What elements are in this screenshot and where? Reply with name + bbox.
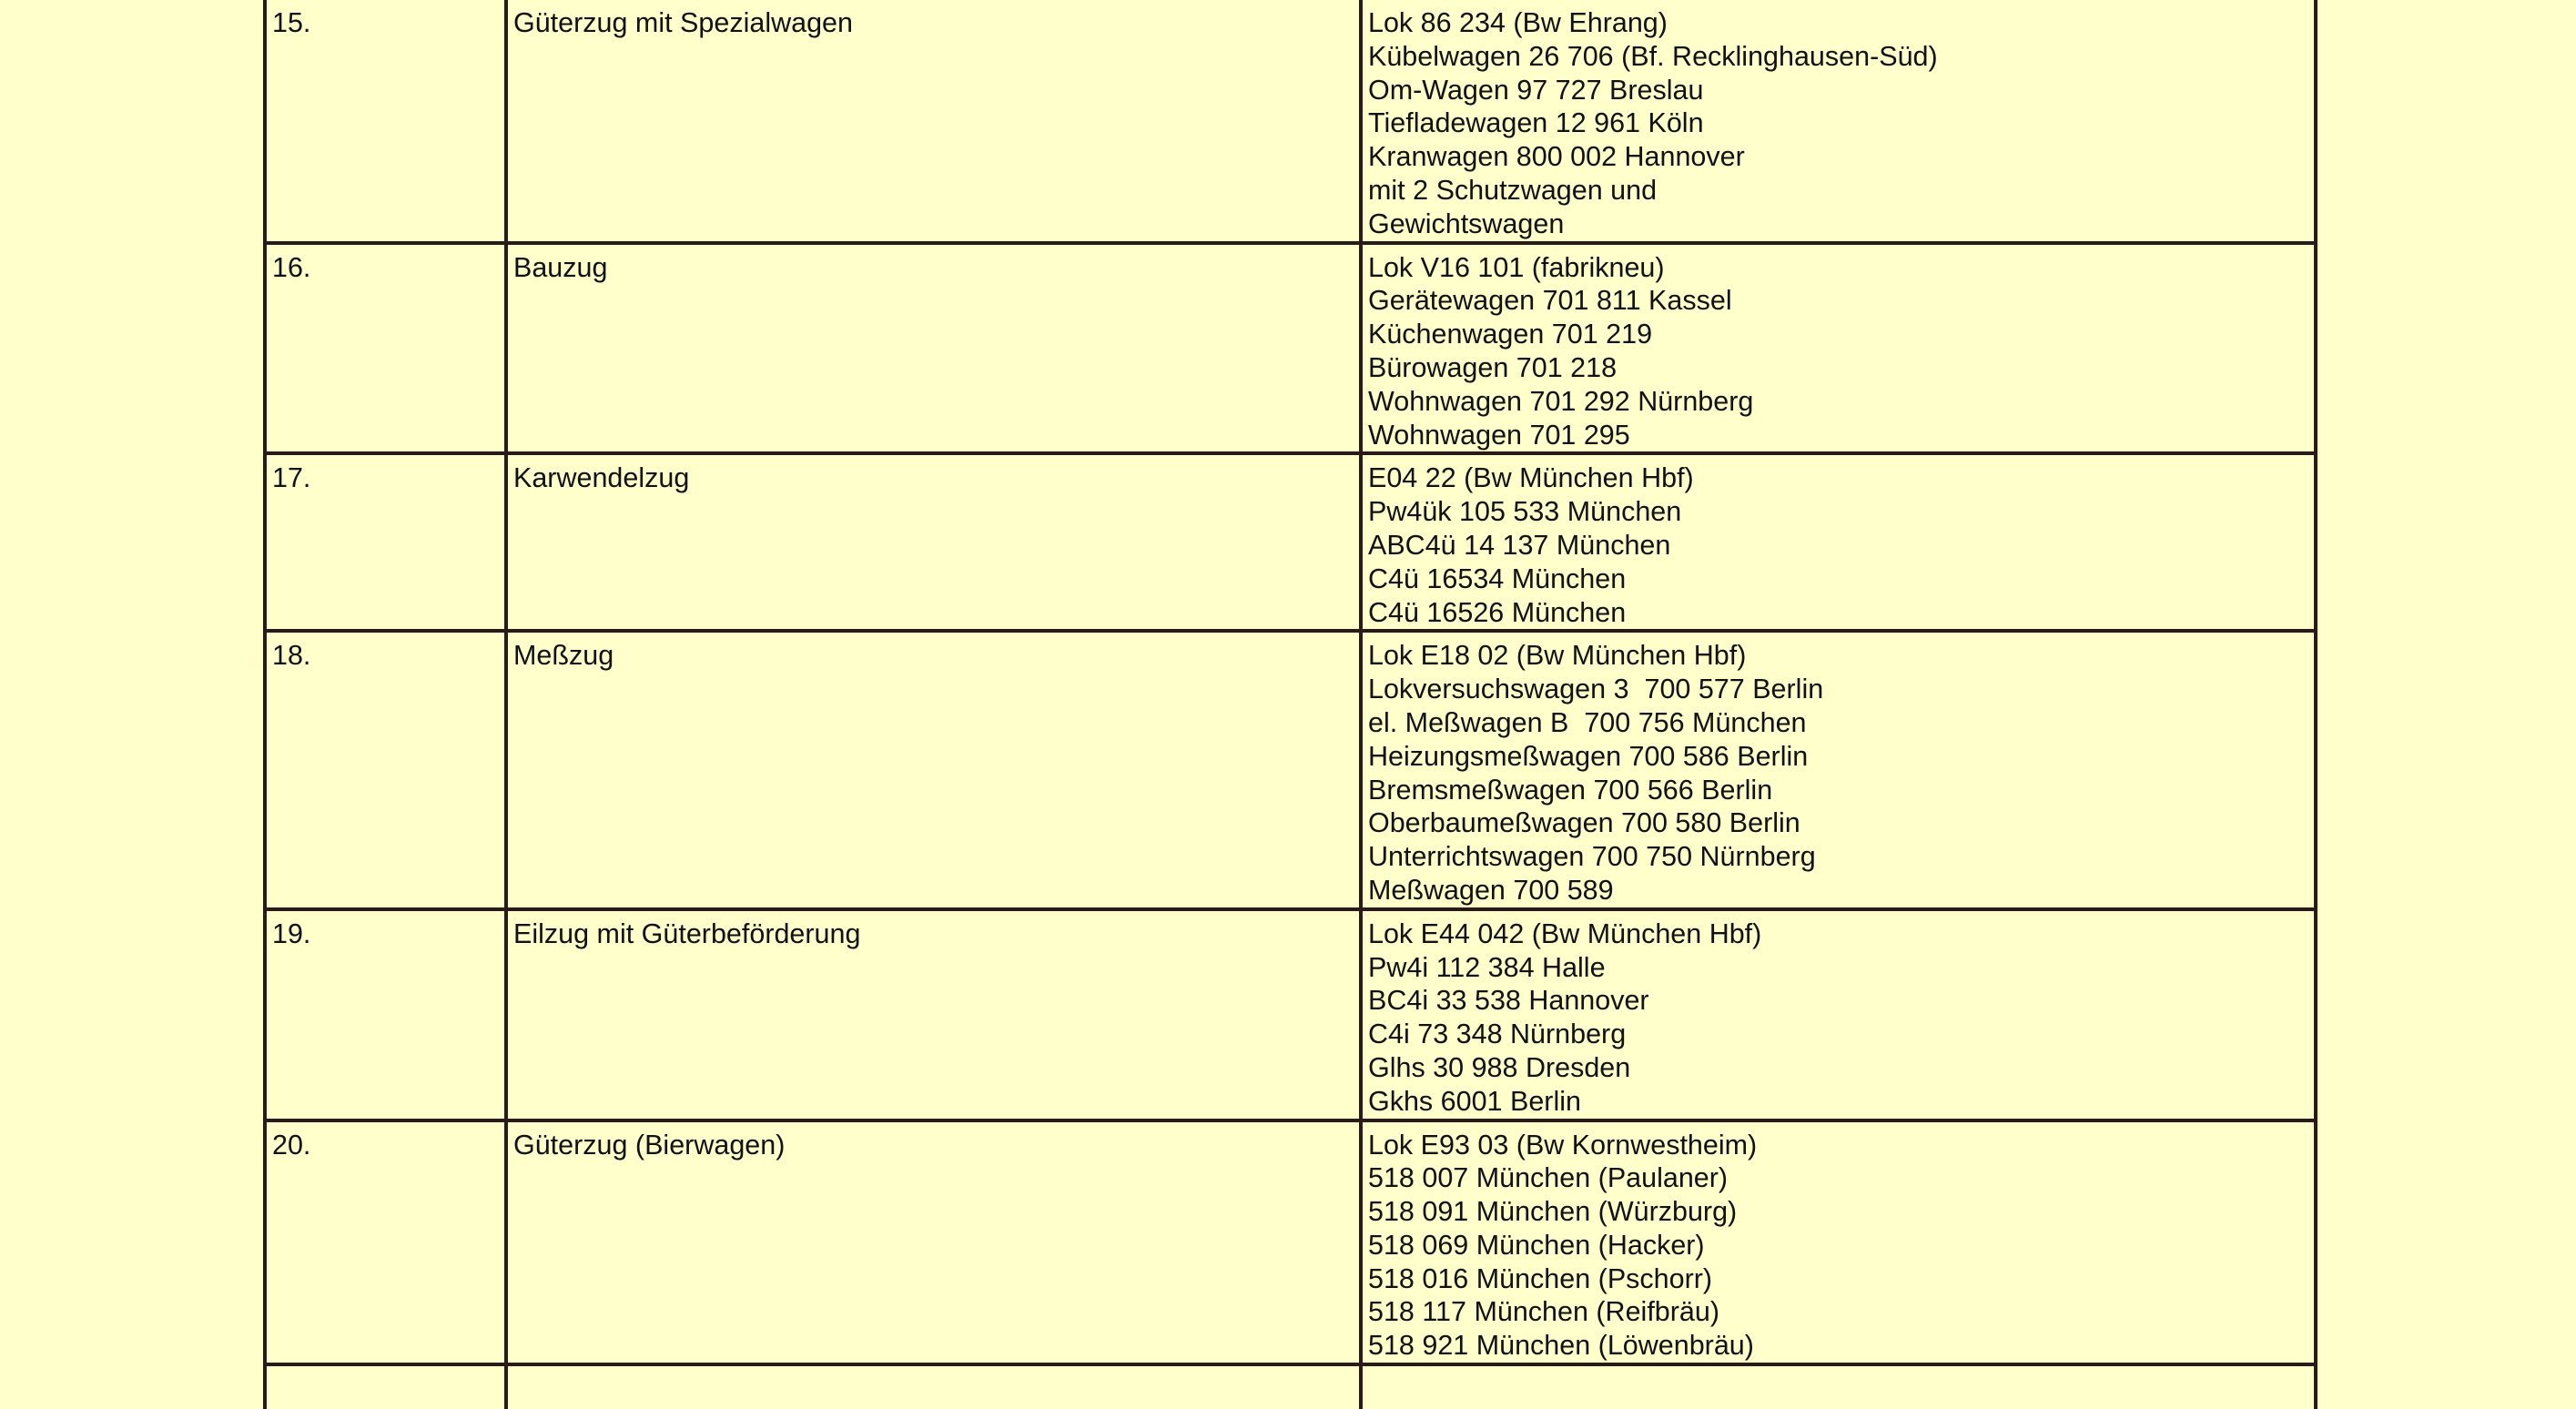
car-line: ABC4ü 14 137 München	[1368, 529, 1671, 561]
car-line: C4ü 16526 München	[1368, 596, 1627, 628]
train-cars	[1361, 243, 2316, 454]
car-line: Lok E93 03 (Bw Kornwestheim)	[1368, 1129, 1758, 1161]
train-cars	[1361, 0, 2316, 243]
car-line: Tiefladewagen 12 961 Köln	[1368, 107, 1704, 139]
car-line: Bürowagen 701 218	[1368, 351, 1618, 383]
car-line: Lok E18 02 (Bw München Hbf)	[1368, 640, 1747, 672]
car-line: 518 921 München (Löwenbräu)	[1368, 1330, 1754, 1362]
car-line: Kübelwagen 26 706 (Bf. Recklinghausen-Süd)	[1368, 40, 1938, 72]
table-row	[265, 0, 2316, 243]
car-line: Unterrichtswagen 700 750 Nürnberg	[1368, 841, 1816, 873]
row-number: 16.	[265, 243, 506, 454]
row-number: 20.	[265, 1120, 506, 1365]
car-line: Kranwagen 800 002 Hannover	[1368, 141, 1745, 173]
car-line: 518 016 München (Pschorr)	[1368, 1262, 1713, 1294]
car-line: 518 091 München (Würzburg)	[1368, 1196, 1738, 1228]
table-row	[265, 631, 2316, 908]
car-line: E04 22 (Bw München Hbf)	[1368, 462, 1694, 494]
car-line: Heizungsmeßwagen 700 586 Berlin	[1368, 740, 1809, 772]
car-line: mit 2 Schutzwagen und	[1368, 174, 1658, 206]
car-line: 518 069 München (Hacker)	[1368, 1229, 1705, 1261]
row-number: 19.	[265, 909, 506, 1120]
car-line: el. Meßwagen B 700 756 München	[1368, 706, 1807, 738]
car-line: Om-Wagen 97 727 Breslau	[1368, 74, 1704, 106]
train-name: Güterzug (Bierwagen)	[506, 1120, 1361, 1365]
car-line: Lok E44 042 (Bw München Hbf)	[1368, 917, 1762, 949]
train-name: Eilzug mit Güterbeförderung	[506, 909, 1361, 1120]
car-line: BC4i 33 538 Hannover	[1368, 985, 1649, 1017]
car-line: Gerätewagen 701 811 Kassel	[1368, 285, 1732, 317]
car-line: Oberbaumeßwagen 700 580 Berlin	[1368, 807, 1800, 839]
car-line: Gkhs 6001 Berlin	[1368, 1085, 1581, 1117]
car-line: 518 117 München (Reifbräu)	[1368, 1296, 1720, 1328]
car-line: Lok 86 234 (Bw Ehrang)	[1368, 7, 1668, 38]
table-row	[265, 909, 2316, 1120]
car-line: Gewichtswagen	[1368, 208, 1565, 239]
car-line: Meßwagen 700 589	[1368, 874, 1614, 906]
car-line: C4i 73 348 Nürnberg	[1368, 1019, 1627, 1050]
train-cars	[1361, 909, 2316, 1120]
car-line: Bremsmeßwagen 700 566 Berlin	[1368, 774, 1773, 806]
train-name: Karwendelzug	[506, 453, 1361, 631]
table-row-cut-off	[265, 1364, 2316, 1409]
car-line: Pw4i 112 384 Halle	[1368, 951, 1606, 983]
table-row	[265, 453, 2316, 631]
car-line: 518 007 München (Paulaner)	[1368, 1162, 1729, 1194]
table-body	[265, 0, 2316, 1409]
car-line: Glhs 30 988 Dresden	[1368, 1051, 1631, 1083]
car-line: Küchenwagen 701 219	[1368, 319, 1653, 350]
row-number: 15.	[265, 0, 506, 243]
row-number: 17.	[265, 453, 506, 631]
train-cars	[1361, 631, 2316, 908]
car-line: C4ü 16534 München	[1368, 563, 1627, 594]
train-table-container	[263, 0, 2314, 1409]
table-row	[265, 1120, 2316, 1365]
train-name: Meßzug	[506, 631, 1361, 908]
train-cars	[1361, 453, 2316, 631]
car-line: Wohnwagen 701 292 Nürnberg	[1368, 385, 1754, 417]
car-line: Lok V16 101 (fabrikneu)	[1368, 251, 1665, 283]
car-line: Lokversuchswagen 3 700 577 Berlin	[1368, 674, 1824, 705]
row-number: 18.	[265, 631, 506, 908]
train-name: Bauzug	[506, 243, 1361, 454]
car-line: Wohnwagen 701 295	[1368, 419, 1630, 451]
train-cars	[1361, 1120, 2316, 1365]
train-composition-table	[263, 0, 2317, 1409]
car-line: Pw4ük 105 533 München	[1368, 496, 1682, 528]
table-row	[265, 243, 2316, 454]
train-name: Güterzug mit Spezialwagen	[506, 0, 1361, 243]
